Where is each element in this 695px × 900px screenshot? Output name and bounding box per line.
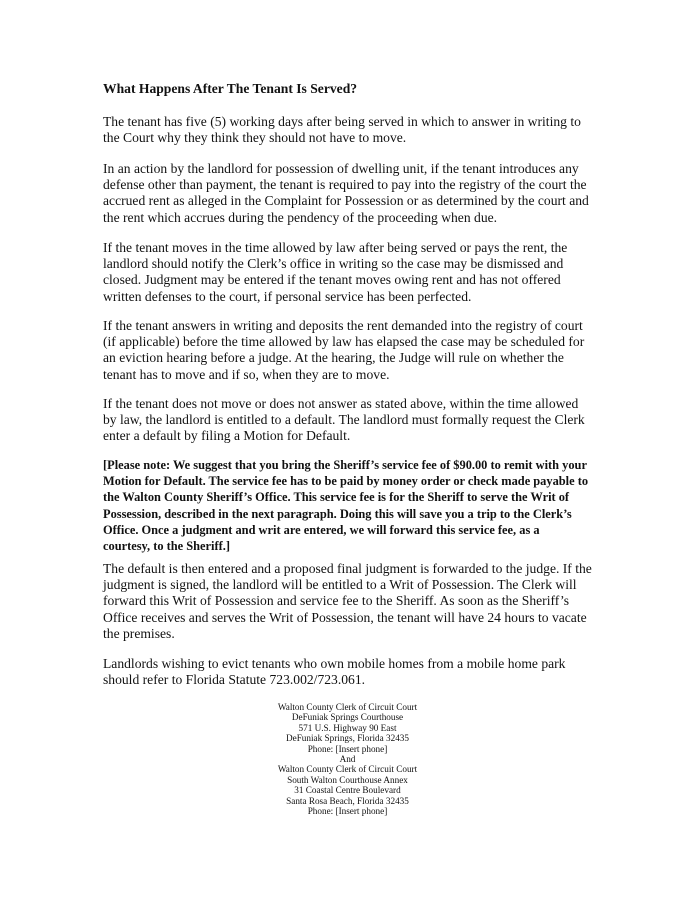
paragraph-mobile-homes — [103, 656, 603, 688]
footer-street: 571 U.S. Highway 90 East — [298, 722, 397, 733]
text-line: If the tenant answers in writing and deposits the rent demanded into the registry of court — [103, 318, 583, 333]
footer-street: 31 Coastal Centre Boulevard — [294, 785, 401, 796]
footer-and: And — [339, 754, 356, 765]
text-line: Possession, described in the next paragraph. Doing this will save you a trip to the Clerk’s — [103, 506, 572, 521]
footer-phone: Phone: [Insert phone] — [307, 806, 388, 817]
text-line: In an action by the landlord for possession of dwelling unit, if the tenant introduces any — [103, 161, 579, 176]
text-line: Office receives and serves the Writ of Possession, the tenant will have 24 hours to vacate — [103, 609, 587, 625]
text-line: the rent which accrues during the pendency of the proceeding when due. — [103, 209, 498, 225]
paragraph-rent-registry — [103, 161, 603, 226]
text-line: tenant has to move and if so, when they are to move. — [103, 366, 390, 382]
text-line: If the tenant does not move or does not answer as stated above, within the time allowed — [103, 396, 579, 411]
text-line: [Please note: We suggest that you bring the Sheriff’s service fee of $90.00 to remit with your — [103, 458, 587, 472]
text-line: enter a default by filing a Motion for Default. — [103, 428, 351, 444]
paragraph-writ-of-possession — [103, 561, 603, 642]
text-line: closed. Judgment may be entered if the tenant moves owing rent and has not offered — [103, 272, 561, 288]
footer-office-name: Walton County Clerk of Circuit Court — [277, 764, 418, 775]
text-line: should refer to Florida Statute 723.002/723.061. — [103, 672, 366, 688]
text-line: written defenses to the court, if personal service has been perfected. — [103, 288, 472, 304]
text-line: defense other than payment, the tenant is required to pay into the registry of the court the — [103, 177, 587, 193]
text-line: The tenant has five (5) working days after being served in which to answer in writing to — [103, 114, 581, 129]
text-line: landlord should notify the Clerk’s office in writing so the case may be dismissed and — [103, 256, 564, 272]
clerk-address-footer — [0, 702, 695, 816]
footer-courthouse: DeFuniak Springs Courthouse — [291, 712, 404, 723]
paragraph-tenant-answers — [103, 318, 603, 383]
text-line: If the tenant moves in the time allowed by law after being served or pays the rent, the — [103, 240, 568, 255]
footer-phone: Phone: [Insert phone] — [307, 743, 388, 754]
text-line: forward this Writ of Possession and service fee to the Sheriff. As soon as the Sheriff’s — [103, 593, 570, 609]
text-line: Office. Once a judgment and writ are entered, we will forward this service fee, as a — [103, 522, 540, 537]
text-line: by law, the landlord is entitled to a default. The landlord must formally request the Clerk — [103, 412, 585, 428]
paragraph-default — [103, 396, 603, 445]
text-line: Motion for Default. The service fee has to be paid by money order or check made payable to — [103, 474, 589, 489]
paragraph-response-period — [103, 114, 603, 146]
text-line: the premises. — [103, 625, 175, 641]
text-line: Landlords wishing to evict tenants who own mobile homes from a mobile home park — [103, 656, 566, 671]
text-line: the Court why they think they should not have to move. — [103, 130, 407, 146]
footer-courthouse: South Walton Courthouse Annex — [287, 774, 408, 785]
section-heading: What Happens After The Tenant Is Served? — [103, 81, 358, 96]
footer-office-name: Walton County Clerk of Circuit Court — [277, 702, 418, 712]
text-line: the Walton County Sheriff’s Office. This service fee is for the Sheriff to serve the Writ of — [103, 490, 570, 505]
footer-city: Santa Rosa Beach, Florida 32435 — [286, 795, 409, 806]
footer-city: DeFuniak Springs, Florida 32435 — [285, 733, 409, 744]
text-line: (if applicable) before the time allowed by law has elapsed the case may be scheduled for — [103, 334, 585, 350]
service-fee-note — [103, 457, 603, 554]
text-line: an eviction hearing before a judge. At the hearing, the Judge will rule on whether the — [103, 350, 564, 366]
text-line: The default is then entered and a proposed final judgment is forwarded to the judge. If the — [103, 561, 592, 576]
text-line: judgment is signed, the landlord will be entitled to a Writ of Possession. The Clerk will — [103, 577, 577, 593]
paragraph-tenant-moves — [103, 240, 603, 305]
text-line: accrued rent as alleged in the Complaint for Possession or as determined by the court and — [103, 193, 589, 209]
text-line: courtesy, to the Sheriff.] — [103, 539, 230, 554]
